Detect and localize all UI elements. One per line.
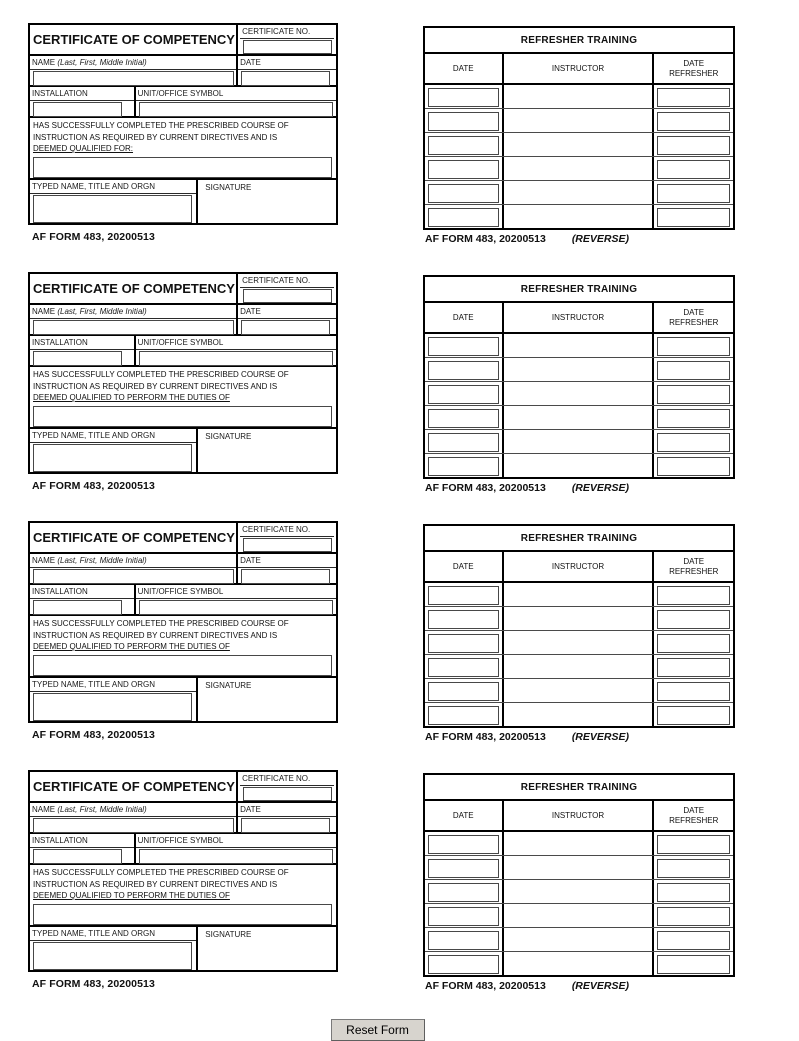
certificate-title-cell xyxy=(30,25,238,54)
instructor-input[interactable] xyxy=(504,109,653,132)
certificate-column xyxy=(28,23,338,243)
column-header-date: DATE xyxy=(425,54,504,83)
signature-label: SIGNATURE xyxy=(205,681,252,690)
date-refresher-input[interactable] xyxy=(657,883,730,902)
certificate-no-cell xyxy=(238,274,336,303)
unit-office-symbol-label: UNIT/OFFICE SYMBOL xyxy=(136,88,336,101)
certificate-no-input[interactable] xyxy=(243,40,332,54)
installation-input[interactable] xyxy=(33,600,122,615)
refresher-row xyxy=(425,880,733,904)
date-refresher-input[interactable] xyxy=(657,136,730,155)
refresher-training-table xyxy=(423,773,735,977)
reverse-note: (REVERSE) xyxy=(571,980,629,992)
date-input[interactable] xyxy=(241,569,330,584)
qualification-cell xyxy=(30,118,336,178)
refresher-footer xyxy=(423,482,735,494)
name-hint: (Last, First, Middle Initial) xyxy=(57,805,147,814)
certificate-no-cell xyxy=(238,25,336,54)
qualification-row xyxy=(30,118,336,180)
qualification-row xyxy=(30,616,336,678)
qualified-phrase: DEEMED QUALIFIED TO PERFORM THE DUTIES OF xyxy=(33,891,230,900)
name-cell xyxy=(30,554,238,583)
installation-label: INSTALLATION xyxy=(30,88,134,101)
form-number-footer: AF FORM 483, 20200513 xyxy=(425,482,546,494)
refresher-column xyxy=(423,23,735,245)
unit-office-symbol-cell xyxy=(136,585,336,614)
reverse-note: (REVERSE) xyxy=(571,731,629,743)
date-refresher-input[interactable] xyxy=(657,88,730,107)
certificate-title: CERTIFICATE OF COMPETENCY xyxy=(33,281,235,296)
refresher-date-input[interactable] xyxy=(428,610,499,629)
qualified-phrase: DEEMED QUALIFIED TO PERFORM THE DUTIES OF xyxy=(33,642,230,651)
certificate-no-input[interactable] xyxy=(243,538,332,552)
refresher-date-input[interactable] xyxy=(428,706,499,725)
certificate-no-cell xyxy=(238,523,336,552)
unit-office-symbol-label: UNIT/OFFICE SYMBOL xyxy=(136,586,336,599)
instructor-input[interactable] xyxy=(504,928,653,951)
name-input[interactable] xyxy=(33,818,234,833)
refresher-header-row xyxy=(425,552,733,583)
date-label: DATE xyxy=(238,804,336,817)
form-block-pair xyxy=(28,23,799,245)
date-label: DATE xyxy=(238,555,336,568)
form-block-pair xyxy=(28,521,799,743)
date-label: DATE xyxy=(238,57,336,70)
form-number-footer: AF FORM 483, 20200513 xyxy=(32,480,155,492)
refresher-date-input[interactable] xyxy=(428,136,499,155)
unit-office-symbol-input[interactable] xyxy=(139,849,333,864)
unit-office-symbol-input[interactable] xyxy=(139,102,333,117)
statement-line-1: HAS SUCCESSFULLY COMPLETED THE PRESCRIBED COURSE OF xyxy=(33,370,289,379)
instructor-input[interactable] xyxy=(504,85,653,108)
refresher-date-input[interactable] xyxy=(428,361,499,380)
refresher-training-title: REFRESHER TRAINING xyxy=(425,526,733,552)
typed-name-label: TYPED NAME, TITLE AND ORGN xyxy=(30,928,196,941)
installation-cell xyxy=(30,585,136,614)
refresher-row xyxy=(425,334,733,358)
refresher-training-table xyxy=(423,524,735,728)
certificate-header-row xyxy=(30,274,336,305)
instructor-input[interactable] xyxy=(504,631,653,654)
refresher-header-row xyxy=(425,303,733,334)
date-refresher-input[interactable] xyxy=(657,706,730,725)
column-header-date: DATE xyxy=(425,303,504,332)
column-header-date-refresher: DATE REFRESHER xyxy=(669,307,719,327)
certificate-header-row xyxy=(30,523,336,554)
refresher-row xyxy=(425,133,733,157)
date-refresher-input[interactable] xyxy=(657,160,730,179)
qualification-statement xyxy=(33,867,333,902)
installation-cell xyxy=(30,834,136,863)
name-date-row xyxy=(30,305,336,336)
reverse-note: (REVERSE) xyxy=(571,233,629,245)
certificate-header-row xyxy=(30,772,336,803)
refresher-date-input[interactable] xyxy=(428,835,499,854)
typed-name-cell xyxy=(30,927,198,970)
refresher-date-input[interactable] xyxy=(428,586,499,605)
typed-name-cell xyxy=(30,180,198,223)
certificate-no-input[interactable] xyxy=(243,289,332,303)
refresher-row xyxy=(425,904,733,928)
certificate-no-cell xyxy=(238,772,336,801)
reset-form-button[interactable]: Reset Form xyxy=(331,1019,425,1041)
typed-name-cell xyxy=(30,678,198,721)
instructor-input[interactable] xyxy=(504,358,653,381)
refresher-row xyxy=(425,631,733,655)
instructor-input[interactable] xyxy=(504,382,653,405)
typed-name-input[interactable] xyxy=(33,444,192,472)
signature-cell xyxy=(198,429,336,472)
date-cell xyxy=(238,554,336,583)
installation-label: INSTALLATION xyxy=(30,586,134,599)
refresher-row xyxy=(425,406,733,430)
refresher-body xyxy=(425,334,733,477)
refresher-training-table xyxy=(423,26,735,230)
unit-office-symbol-cell xyxy=(136,834,336,863)
refresher-row xyxy=(425,85,733,109)
instructor-input[interactable] xyxy=(504,181,653,204)
refresher-row xyxy=(425,358,733,382)
unit-office-symbol-input[interactable] xyxy=(139,351,333,366)
refresher-date-input[interactable] xyxy=(428,931,499,950)
name-hint: (Last, First, Middle Initial) xyxy=(57,58,147,67)
qualification-cell xyxy=(30,367,336,427)
refresher-row xyxy=(425,181,733,205)
refresher-date-input[interactable] xyxy=(428,184,499,203)
statement-line-2: INSTRUCTION AS REQUIRED BY CURRENT DIRECTIVES AND IS xyxy=(33,132,278,142)
refresher-date-input[interactable] xyxy=(428,682,499,701)
form-number-footer: AF FORM 483, 20200513 xyxy=(32,729,155,741)
instructor-input[interactable] xyxy=(504,406,653,429)
certificate-column xyxy=(28,770,338,990)
certificate-title-cell xyxy=(30,523,238,552)
refresher-row xyxy=(425,655,733,679)
date-refresher-input[interactable] xyxy=(657,835,730,854)
refresher-date-input[interactable] xyxy=(428,907,499,926)
name-label: NAME (Last, First, Middle Initial) xyxy=(30,555,236,568)
instructor-input[interactable] xyxy=(504,157,653,180)
instructor-input[interactable] xyxy=(504,655,653,678)
qualification-cell xyxy=(30,616,336,676)
date-cell xyxy=(238,305,336,334)
date-input[interactable] xyxy=(241,818,330,833)
name-input[interactable] xyxy=(33,71,234,86)
column-header-date: DATE xyxy=(425,801,504,830)
statement-line-2: INSTRUCTION AS REQUIRED BY CURRENT DIRECTIVES AND IS xyxy=(33,381,278,391)
statement-line-2: INSTRUCTION AS REQUIRED BY CURRENT DIRECTIVES AND IS xyxy=(33,879,278,889)
date-refresher-input[interactable] xyxy=(657,112,730,131)
certificate-column xyxy=(28,272,338,492)
name-hint: (Last, First, Middle Initial) xyxy=(57,307,147,316)
qualification-cell xyxy=(30,865,336,925)
certificate-title: CERTIFICATE OF COMPETENCY xyxy=(33,32,235,47)
typed-name-input[interactable] xyxy=(33,693,192,721)
installation-unit-row xyxy=(30,585,336,616)
instructor-input[interactable] xyxy=(504,856,653,879)
refresher-training-table xyxy=(423,275,735,479)
refresher-date-input[interactable] xyxy=(428,337,499,356)
date-refresher-input[interactable] xyxy=(657,634,730,653)
instructor-input[interactable] xyxy=(504,679,653,702)
installation-input[interactable] xyxy=(33,849,122,864)
certificate-no-input[interactable] xyxy=(243,787,332,801)
certificate-no-label: CERTIFICATE NO. xyxy=(240,26,334,39)
date-cell xyxy=(238,803,336,832)
refresher-date-input[interactable] xyxy=(428,658,499,677)
refresher-row xyxy=(425,205,733,228)
certificate-of-competency-form xyxy=(28,23,338,225)
refresher-date-input[interactable] xyxy=(428,955,499,974)
date-refresher-input[interactable] xyxy=(657,433,730,452)
form-number-footer: AF FORM 483, 20200513 xyxy=(425,980,546,992)
refresher-row xyxy=(425,928,733,952)
refresher-body xyxy=(425,832,733,975)
form-number-footer: AF FORM 483, 20200513 xyxy=(425,233,546,245)
form-number-footer: AF FORM 483, 20200513 xyxy=(425,731,546,743)
certificate-no-label: CERTIFICATE NO. xyxy=(240,773,334,786)
instructor-input[interactable] xyxy=(504,454,653,477)
refresher-row xyxy=(425,109,733,133)
date-refresher-input[interactable] xyxy=(657,208,730,227)
certificate-title: CERTIFICATE OF COMPETENCY xyxy=(33,530,235,545)
form-number-footer: AF FORM 483, 20200513 xyxy=(32,231,155,243)
date-refresher-input[interactable] xyxy=(657,586,730,605)
typed-name-label: TYPED NAME, TITLE AND ORGN xyxy=(30,679,196,692)
typed-name-label: TYPED NAME, TITLE AND ORGN xyxy=(30,181,196,194)
qualified-phrase: DEEMED QUALIFIED FOR: xyxy=(33,144,134,153)
statement-line-2: INSTRUCTION AS REQUIRED BY CURRENT DIRECTIVES AND IS xyxy=(33,630,278,640)
date-refresher-input[interactable] xyxy=(657,184,730,203)
typed-name-cell xyxy=(30,429,198,472)
signature-row xyxy=(30,678,336,721)
name-label: NAME (Last, First, Middle Initial) xyxy=(30,306,236,319)
installation-label: INSTALLATION xyxy=(30,337,134,350)
qualification-row xyxy=(30,865,336,927)
date-refresher-input[interactable] xyxy=(657,955,730,974)
date-label: DATE xyxy=(238,306,336,319)
certificate-title-cell xyxy=(30,274,238,303)
statement-line-1: HAS SUCCESSFULLY COMPLETED THE PRESCRIBED COURSE OF xyxy=(33,121,289,130)
form-block-pair xyxy=(28,272,799,494)
signature-row xyxy=(30,180,336,223)
refresher-footer xyxy=(423,731,735,743)
certificate-of-competency-form xyxy=(28,272,338,474)
refresher-body xyxy=(425,583,733,726)
qualification-statement xyxy=(33,618,333,653)
installation-unit-row xyxy=(30,336,336,367)
refresher-date-input[interactable] xyxy=(428,385,499,404)
signature-label: SIGNATURE xyxy=(205,930,252,939)
date-refresher-input[interactable] xyxy=(657,682,730,701)
instructor-input[interactable] xyxy=(504,952,653,975)
date-refresher-input[interactable] xyxy=(657,337,730,356)
qualified-phrase: DEEMED QUALIFIED TO PERFORM THE DUTIES OF xyxy=(33,393,230,402)
name-date-row xyxy=(30,554,336,585)
column-header-instructor: INSTRUCTOR xyxy=(504,54,655,83)
date-refresher-input[interactable] xyxy=(657,385,730,404)
instructor-input[interactable] xyxy=(504,583,653,606)
installation-input[interactable] xyxy=(33,351,122,366)
signature-row xyxy=(30,927,336,970)
refresher-row xyxy=(425,430,733,454)
refresher-row xyxy=(425,856,733,880)
refresher-footer xyxy=(423,980,735,992)
refresher-row xyxy=(425,382,733,406)
installation-unit-row xyxy=(30,834,336,865)
refresher-column xyxy=(423,521,735,743)
signature-cell xyxy=(198,180,336,223)
form-number-footer: AF FORM 483, 20200513 xyxy=(32,978,155,990)
date-refresher-input[interactable] xyxy=(657,931,730,950)
name-input[interactable] xyxy=(33,569,234,584)
refresher-date-input[interactable] xyxy=(428,433,499,452)
certificate-column xyxy=(28,521,338,741)
refresher-date-input[interactable] xyxy=(428,634,499,653)
typed-name-input[interactable] xyxy=(33,942,192,970)
unit-office-symbol-label: UNIT/OFFICE SYMBOL xyxy=(136,337,336,350)
refresher-column xyxy=(423,272,735,494)
signature-label: SIGNATURE xyxy=(205,432,252,441)
refresher-row xyxy=(425,583,733,607)
name-date-row xyxy=(30,56,336,87)
typed-name-input[interactable] xyxy=(33,195,192,223)
certificate-no-label: CERTIFICATE NO. xyxy=(240,275,334,288)
refresher-training-title: REFRESHER TRAINING xyxy=(425,28,733,54)
name-date-row xyxy=(30,803,336,834)
qualification-statement xyxy=(33,369,333,404)
name-label: NAME (Last, First, Middle Initial) xyxy=(30,57,236,70)
qualified-for-input[interactable] xyxy=(33,406,332,427)
refresher-column xyxy=(423,770,735,992)
signature-cell xyxy=(198,678,336,721)
name-hint: (Last, First, Middle Initial) xyxy=(57,556,147,565)
name-cell xyxy=(30,803,238,832)
qualification-row xyxy=(30,367,336,429)
qualified-for-input[interactable] xyxy=(33,904,332,925)
certificate-no-label: CERTIFICATE NO. xyxy=(240,524,334,537)
date-input[interactable] xyxy=(241,320,330,335)
date-refresher-input[interactable] xyxy=(657,610,730,629)
column-header-date-refresher: DATE REFRESHER xyxy=(669,805,719,825)
date-input[interactable] xyxy=(241,71,330,86)
instructor-input[interactable] xyxy=(504,703,653,726)
instructor-input[interactable] xyxy=(504,205,653,228)
reverse-note: (REVERSE) xyxy=(571,482,629,494)
installation-unit-row xyxy=(30,87,336,118)
column-header-date-refresher: DATE REFRESHER xyxy=(669,58,719,78)
certificate-title-cell xyxy=(30,772,238,801)
refresher-date-input[interactable] xyxy=(428,88,499,107)
statement-line-1: HAS SUCCESSFULLY COMPLETED THE PRESCRIBED COURSE OF xyxy=(33,619,289,628)
refresher-header-row xyxy=(425,801,733,832)
column-header-instructor: INSTRUCTOR xyxy=(504,801,655,830)
unit-office-symbol-cell xyxy=(136,336,336,365)
refresher-body xyxy=(425,85,733,228)
certificate-header-row xyxy=(30,25,336,56)
qualified-for-input[interactable] xyxy=(33,157,332,178)
reset-row xyxy=(0,1019,755,1041)
date-refresher-input[interactable] xyxy=(657,457,730,476)
refresher-date-input[interactable] xyxy=(428,409,499,428)
unit-office-symbol-label: UNIT/OFFICE SYMBOL xyxy=(136,835,336,848)
certificate-title: CERTIFICATE OF COMPETENCY xyxy=(33,779,235,794)
refresher-row xyxy=(425,454,733,477)
statement-line-1: HAS SUCCESSFULLY COMPLETED THE PRESCRIBED COURSE OF xyxy=(33,868,289,877)
refresher-row xyxy=(425,952,733,975)
instructor-input[interactable] xyxy=(504,430,653,453)
installation-input[interactable] xyxy=(33,102,122,117)
installation-cell xyxy=(30,336,136,365)
refresher-row xyxy=(425,607,733,631)
signature-label: SIGNATURE xyxy=(205,183,252,192)
column-header-instructor: INSTRUCTOR xyxy=(504,303,655,332)
column-header-instructor: INSTRUCTOR xyxy=(504,552,655,581)
name-cell xyxy=(30,305,238,334)
date-cell xyxy=(238,56,336,85)
name-label: NAME (Last, First, Middle Initial) xyxy=(30,804,236,817)
name-cell xyxy=(30,56,238,85)
date-refresher-input[interactable] xyxy=(657,859,730,878)
refresher-row xyxy=(425,679,733,703)
refresher-date-input[interactable] xyxy=(428,883,499,902)
column-header-date: DATE xyxy=(425,552,504,581)
column-header-date-refresher: DATE REFRESHER xyxy=(669,556,719,576)
qualified-for-input[interactable] xyxy=(33,655,332,676)
unit-office-symbol-cell xyxy=(136,87,336,116)
date-refresher-input[interactable] xyxy=(657,907,730,926)
name-input[interactable] xyxy=(33,320,234,335)
signature-row xyxy=(30,429,336,472)
certificate-of-competency-form xyxy=(28,770,338,972)
instructor-input[interactable] xyxy=(504,607,653,630)
installation-label: INSTALLATION xyxy=(30,835,134,848)
refresher-date-input[interactable] xyxy=(428,859,499,878)
refresher-header-row xyxy=(425,54,733,85)
refresher-training-title: REFRESHER TRAINING xyxy=(425,277,733,303)
refresher-date-input[interactable] xyxy=(428,457,499,476)
refresher-date-input[interactable] xyxy=(428,160,499,179)
signature-cell xyxy=(198,927,336,970)
installation-cell xyxy=(30,87,136,116)
refresher-training-title: REFRESHER TRAINING xyxy=(425,775,733,801)
refresher-row xyxy=(425,703,733,726)
refresher-row xyxy=(425,832,733,856)
typed-name-label: TYPED NAME, TITLE AND ORGN xyxy=(30,430,196,443)
instructor-input[interactable] xyxy=(504,904,653,927)
refresher-footer xyxy=(423,233,735,245)
certificate-of-competency-form xyxy=(28,521,338,723)
instructor-input[interactable] xyxy=(504,334,653,357)
unit-office-symbol-input[interactable] xyxy=(139,600,333,615)
refresher-row xyxy=(425,157,733,181)
date-refresher-input[interactable] xyxy=(657,658,730,677)
date-refresher-input[interactable] xyxy=(657,409,730,428)
form-block-pair xyxy=(28,770,799,992)
date-refresher-input[interactable] xyxy=(657,361,730,380)
refresher-date-input[interactable] xyxy=(428,208,499,227)
qualification-statement xyxy=(33,120,333,155)
instructor-input[interactable] xyxy=(504,133,653,156)
refresher-date-input[interactable] xyxy=(428,112,499,131)
instructor-input[interactable] xyxy=(504,880,653,903)
instructor-input[interactable] xyxy=(504,832,653,855)
